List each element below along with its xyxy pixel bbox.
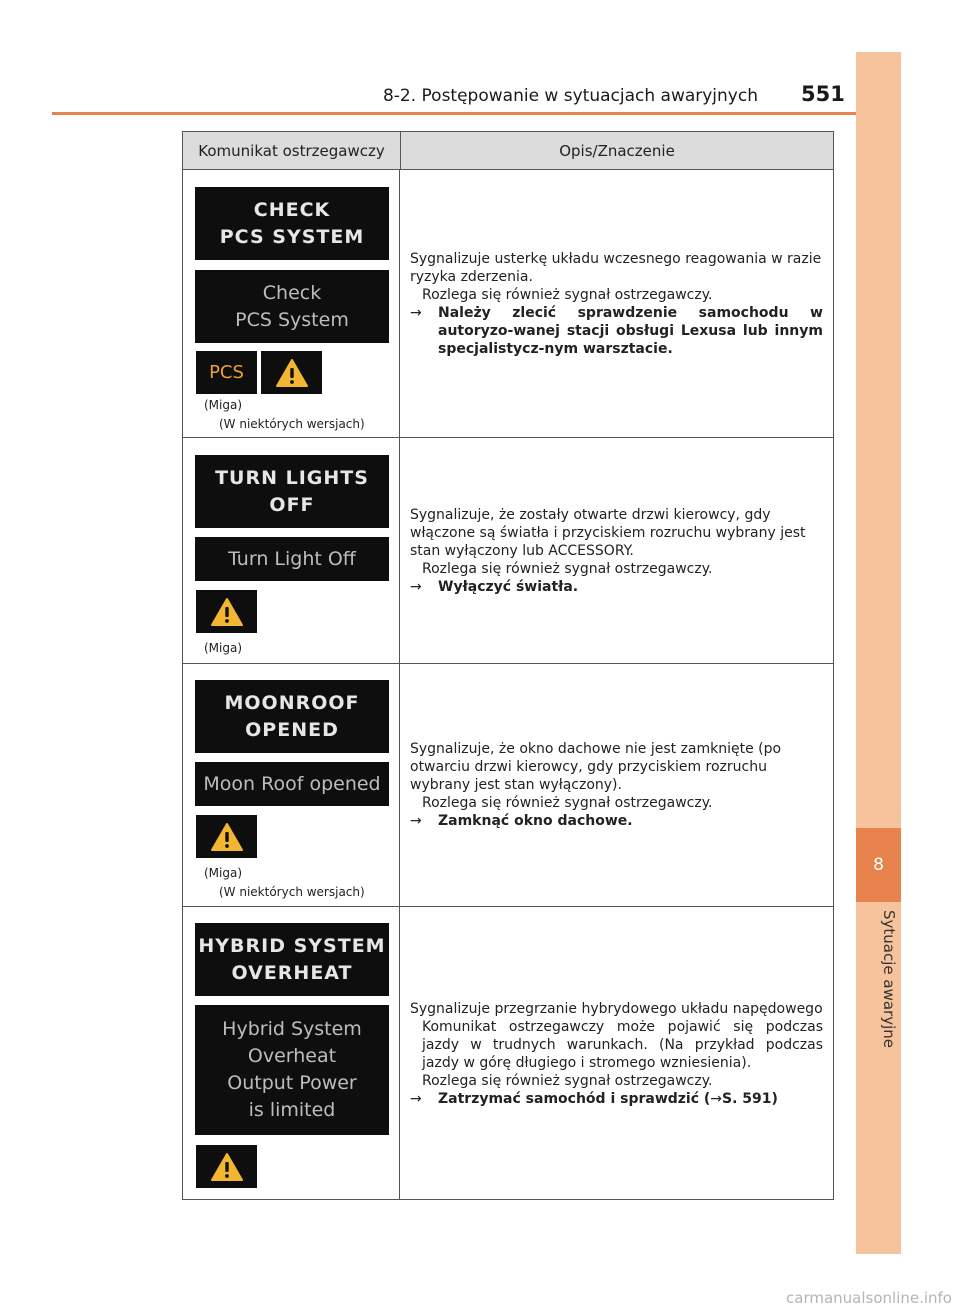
action-line xyxy=(410,304,823,358)
side-tab-number: 8 xyxy=(856,828,901,902)
description-extra: Rozlega się również sygnał ostrzegawczy. xyxy=(422,1072,713,1089)
description-main: Sygnalizuje przegrzanie hybrydowego układu napędowego xyxy=(410,1000,823,1017)
action-text: Wyłączyć światła. xyxy=(438,578,579,595)
header-title: 8-2. Postępowanie w sytuacjach awaryjnych xyxy=(382,86,758,106)
warning-triangle-icon xyxy=(196,1145,257,1188)
warning-triangle-icon xyxy=(196,815,257,858)
message-display: CHECK PCS SYSTEM xyxy=(195,187,389,260)
message-cell xyxy=(183,438,400,663)
description-extra: Rozlega się również sygnał ostrzegawczy. xyxy=(422,286,713,303)
description-main: Sygnalizuje usterkę układu wczesnego reagowania w razie ryzyka zderzenia. xyxy=(410,250,822,285)
column-header-description: Opis/Znaczenie xyxy=(559,141,675,160)
action-line xyxy=(410,578,823,596)
table-row xyxy=(183,907,833,1200)
message-display: Moon Roof opened xyxy=(195,762,389,806)
description-cell xyxy=(400,438,833,663)
side-tab xyxy=(856,52,901,1254)
page-reference-link[interactable]: S. 591) xyxy=(722,1090,778,1107)
action-line xyxy=(410,1090,823,1108)
message-display: Check PCS System xyxy=(195,270,389,343)
watermark: carmanualsonline.info xyxy=(786,1289,952,1307)
message-display: Hybrid System Overheat Output Power is limited xyxy=(195,1005,389,1135)
table-row xyxy=(183,170,833,438)
blink-note: (Miga) xyxy=(204,641,243,655)
blink-note: (Miga) xyxy=(204,398,243,412)
arrow-icon: → xyxy=(710,1090,723,1107)
description-main: Sygnalizuje, że okno dachowe nie jest zamknięte (po otwarciu drzwi kierowcy, gdy przyciskiem rozruchu wybrany jest stan wyłączony). xyxy=(410,741,782,793)
column-header-message: Komunikat ostrzegawczy xyxy=(183,132,401,169)
message-cell xyxy=(183,907,400,1200)
action-text: Zamknąć okno dachowe. xyxy=(438,813,633,829)
version-note: (W niektórych wersjach) xyxy=(219,885,365,899)
action-line xyxy=(410,812,823,830)
message-display: HYBRID SYSTEM OVERHEAT xyxy=(195,923,389,996)
version-note: (W niektórych wersjach) xyxy=(219,417,365,431)
description-text xyxy=(410,740,823,830)
warning-triangle-icon xyxy=(196,590,257,633)
arrow-icon: → xyxy=(410,304,422,321)
description-cell xyxy=(400,907,833,1200)
blink-note: (Miga) xyxy=(204,866,243,880)
description-cell xyxy=(400,664,833,906)
message-display: MOONROOF OPENED xyxy=(195,680,389,753)
header-rule xyxy=(52,112,901,115)
arrow-icon: → xyxy=(410,1090,422,1107)
warning-triangle-icon xyxy=(261,351,322,394)
message-cell xyxy=(183,170,400,437)
action-text: Należy zlecić sprawdzenie samochodu w autoryzo-wanej stacji obsługi Lexusa lub innym specjalistycz-nym warsztacie. xyxy=(438,304,823,357)
description-extra: Rozlega się również sygnał ostrzegawczy. xyxy=(422,795,713,811)
arrow-icon: → xyxy=(410,578,422,595)
action-text-main: Zatrzymać samochód i sprawdzić ( xyxy=(438,1090,711,1107)
description-text xyxy=(410,506,823,596)
arrow-icon: → xyxy=(410,813,422,829)
description-extra: Komunikat ostrzegawczy może pojawić się podczas jazdy w trudnych warunkach. (Na przykład podczas jazdy w górę długiego i stromego wzniesienia). xyxy=(422,1018,823,1071)
description-text xyxy=(410,1000,823,1108)
action-text xyxy=(438,1090,823,1108)
table-row xyxy=(183,664,833,907)
page-number: 551 xyxy=(801,82,845,106)
pcs-icon: PCS xyxy=(196,351,257,394)
table-header xyxy=(183,132,833,170)
message-display: Turn Light Off xyxy=(195,537,389,581)
message-display: TURN LIGHTS OFF xyxy=(195,455,389,528)
description-main: Sygnalizuje, że zostały otwarte drzwi kierowcy, gdy włączone są światła i przyciskiem rozruchu wybrany jest stan wyłączony lub ACCESSORY. xyxy=(410,506,806,559)
warning-messages-table xyxy=(182,131,834,1200)
description-extra: Rozlega się również sygnał ostrzegawczy. xyxy=(422,560,713,577)
description-cell xyxy=(400,170,833,437)
table-row xyxy=(183,438,833,664)
side-tab-label: Sytuacje awaryjne xyxy=(880,910,898,1048)
description-text xyxy=(410,250,823,358)
message-cell xyxy=(183,664,400,906)
